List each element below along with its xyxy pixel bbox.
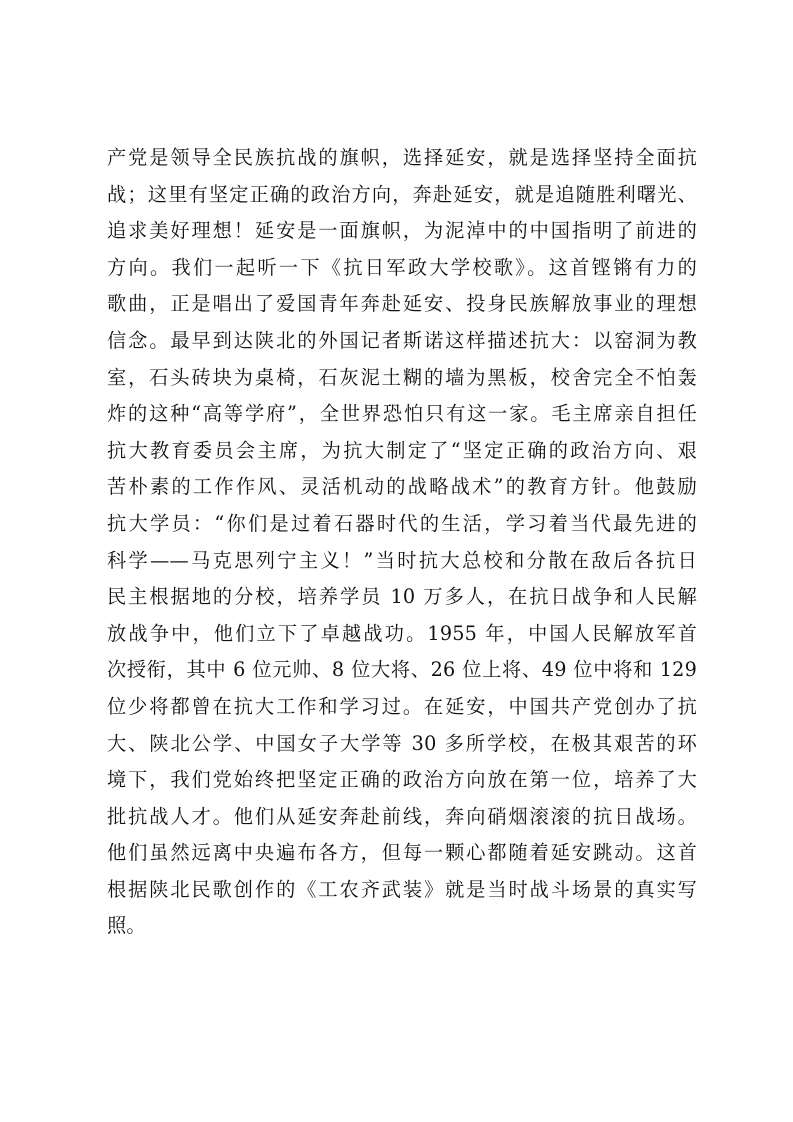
paragraph-line: 科学——马克思列宁主义！”当时抗大总校和分散在敌后各抗日 xyxy=(107,548,697,572)
paragraph-line: 位少将都曾在抗大工作和学习过。在延安，中国共产党创办了抗 xyxy=(107,694,697,718)
paragraph-line: 歌曲，正是唱出了爱国青年奔赴延安、投身民族解放事业的理想 xyxy=(107,292,697,316)
paragraph-line: 根据陕北民歌创作的《工农齐武装》就是当时战斗场景的真实写 xyxy=(107,877,697,901)
paragraph-line: 室，石头砖块为桌椅，石灰泥土糊的墙为黑板，校舍完全不怕轰 xyxy=(107,365,697,389)
paragraph-line: 追求美好理想！延安是一面旗帜，为泥淖中的中国指明了前进的 xyxy=(107,219,697,243)
paragraph-line: 民主根据地的分校，培养学员 10 万多人，在抗日战争和人民解 xyxy=(107,585,697,609)
paragraph-line: 大、陕北公学、中国女子大学等 30 多所学校，在极其艰苦的环 xyxy=(107,731,697,755)
paragraph-line: 照。 xyxy=(107,914,146,938)
paragraph-line: 信念。最早到达陕北的外国记者斯诺这样描述抗大：以窑洞为教 xyxy=(107,328,697,352)
paragraph-line: 苦朴素的工作作风、灵活机动的战略战术”的教育方针。他鼓励 xyxy=(107,475,697,499)
paragraph-line: 境下，我们党始终把坚定正确的政治方向放在第一位，培养了大 xyxy=(107,768,697,792)
paragraph-line: 炸的这种“高等学府”，全世界恐怕只有这一家。毛主席亲自担任 xyxy=(107,402,697,426)
paragraph-line: 放战争中，他们立下了卓越战功。1955 年，中国人民解放军首 xyxy=(107,621,697,645)
body-paragraph xyxy=(107,140,697,945)
paragraph-line: 批抗战人才。他们从延安奔赴前线，奔向硝烟滚滚的抗日战场。 xyxy=(107,804,697,828)
paragraph-line: 产党是领导全民族抗战的旗帜，选择延安，就是选择坚持全面抗 xyxy=(107,146,697,169)
paragraph-line: 抗大学员：“你们是过着石器时代的生活，学习着当代最先进的 xyxy=(107,511,697,535)
paragraph-line: 抗大教育委员会主席，为抗大制定了“坚定正确的政治方向、艰 xyxy=(107,438,697,462)
paragraph-line: 次授衔，其中 6 位元帅、8 位大将、26 位上将、49 位中将和 129 xyxy=(107,658,697,682)
paragraph-line: 方向。我们一起听一下《抗日军政大学校歌》。这首铿锵有力的 xyxy=(107,255,697,279)
paragraph-line: 他们虽然远离中央遍布各方，但每一颗心都随着延安跳动。这首 xyxy=(107,841,697,865)
paragraph-line: 战；这里有坚定正确的政治方向，奔赴延安，就是追随胜利曙光、 xyxy=(107,182,697,206)
